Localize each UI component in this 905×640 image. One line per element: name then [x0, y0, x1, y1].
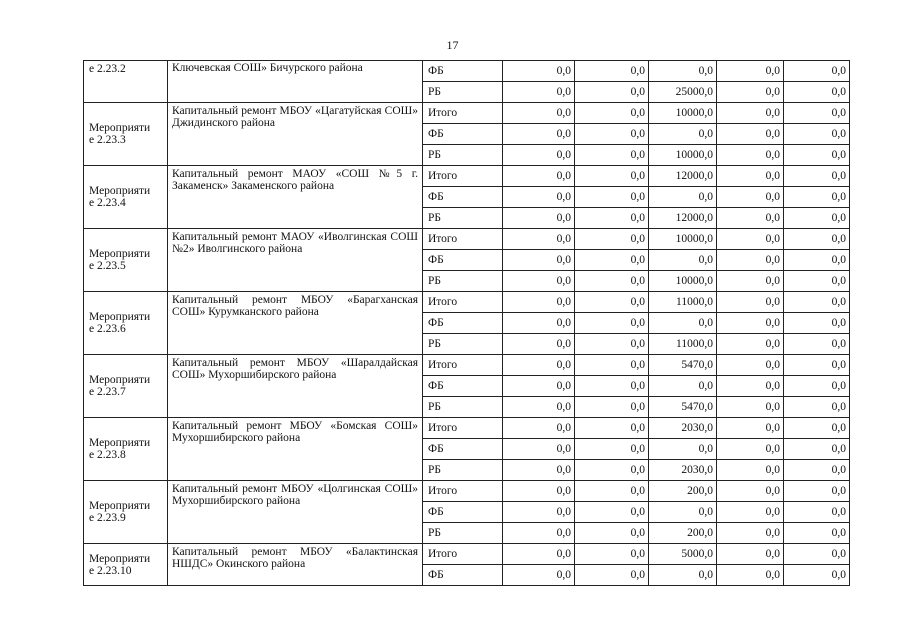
amount-cell: 0,0 [649, 502, 717, 523]
measure-description-cell: Капитальный ремонт МБОУ «Бомская СОШ» Мухоршибирского района [168, 418, 423, 481]
amount-cell: 0,0 [575, 250, 649, 271]
amount-cell: 0,0 [784, 418, 850, 439]
funding-source-cell: ФБ [423, 313, 503, 334]
table-row [84, 544, 850, 565]
amount-cell: 0,0 [717, 124, 784, 145]
table-row [84, 103, 850, 124]
amount-cell: 0,0 [717, 460, 784, 481]
amount-cell: 0,0 [503, 61, 575, 82]
amount-cell: 0,0 [503, 187, 575, 208]
funding-source-cell: РБ [423, 82, 503, 103]
measure-id-cell: Мероприяти е 2.23.7 [84, 355, 168, 418]
amount-cell: 0,0 [503, 439, 575, 460]
amount-cell: 0,0 [717, 523, 784, 544]
measure-description-cell: Ключевская СОШ» Бичурского района [168, 61, 423, 103]
amount-cell: 11000,0 [649, 292, 717, 313]
funding-source-cell: Итого [423, 481, 503, 502]
table-row [84, 61, 850, 82]
amount-cell: 0,0 [784, 61, 850, 82]
amount-cell: 0,0 [649, 565, 717, 586]
amount-cell: 0,0 [575, 229, 649, 250]
measure-id-cell: Мероприяти е 2.23.9 [84, 481, 168, 544]
funding-source-cell: РБ [423, 523, 503, 544]
amount-cell: 0,0 [717, 355, 784, 376]
amount-cell: 0,0 [784, 544, 850, 565]
amount-cell: 0,0 [575, 418, 649, 439]
amount-cell: 0,0 [649, 439, 717, 460]
amount-cell: 0,0 [717, 208, 784, 229]
measure-description-cell: Капитальный ремонт МБОУ «Шаралдайская СОШ» Мухоршибирского района [168, 355, 423, 418]
amount-cell: 0,0 [717, 334, 784, 355]
amount-cell: 0,0 [503, 376, 575, 397]
funding-source-cell: РБ [423, 397, 503, 418]
amount-cell: 12000,0 [649, 166, 717, 187]
amount-cell: 0,0 [649, 187, 717, 208]
table-row [84, 418, 850, 439]
amount-cell: 0,0 [717, 502, 784, 523]
budget-table [83, 60, 850, 586]
amount-cell: 0,0 [575, 208, 649, 229]
funding-source-cell: РБ [423, 334, 503, 355]
measure-id-cell: Мероприяти е 2.23.4 [84, 166, 168, 229]
measure-id-cell: е 2.23.2 [84, 61, 168, 103]
amount-cell: 0,0 [784, 460, 850, 481]
amount-cell: 0,0 [503, 292, 575, 313]
funding-source-cell: ФБ [423, 565, 503, 586]
funding-source-cell: Итого [423, 103, 503, 124]
amount-cell: 200,0 [649, 481, 717, 502]
funding-source-cell: Итого [423, 292, 503, 313]
amount-cell: 2030,0 [649, 460, 717, 481]
funding-source-cell: Итого [423, 418, 503, 439]
amount-cell: 25000,0 [649, 82, 717, 103]
amount-cell: 0,0 [575, 103, 649, 124]
amount-cell: 0,0 [649, 313, 717, 334]
amount-cell: 0,0 [503, 397, 575, 418]
amount-cell: 0,0 [503, 250, 575, 271]
funding-source-cell: РБ [423, 460, 503, 481]
amount-cell: 0,0 [649, 250, 717, 271]
amount-cell: 0,0 [784, 523, 850, 544]
amount-cell: 0,0 [503, 313, 575, 334]
measure-description-cell: Капитальный ремонт МАОУ «СОШ №5 г. Закаменск» Закаменского района [168, 166, 423, 229]
table-row [84, 355, 850, 376]
table-row [84, 229, 850, 250]
amount-cell: 0,0 [503, 565, 575, 586]
amount-cell: 0,0 [784, 397, 850, 418]
amount-cell: 0,0 [575, 271, 649, 292]
amount-cell: 0,0 [503, 418, 575, 439]
amount-cell: 0,0 [717, 565, 784, 586]
amount-cell: 10000,0 [649, 103, 717, 124]
amount-cell: 5470,0 [649, 355, 717, 376]
funding-source-cell: ФБ [423, 439, 503, 460]
table-row [84, 292, 850, 313]
funding-source-cell: ФБ [423, 124, 503, 145]
funding-source-cell: ФБ [423, 376, 503, 397]
amount-cell: 0,0 [717, 292, 784, 313]
amount-cell: 0,0 [503, 271, 575, 292]
amount-cell: 10000,0 [649, 229, 717, 250]
amount-cell: 5000,0 [649, 544, 717, 565]
funding-source-cell: ФБ [423, 502, 503, 523]
amount-cell: 0,0 [784, 166, 850, 187]
amount-cell: 0,0 [784, 145, 850, 166]
funding-source-cell: Итого [423, 355, 503, 376]
measure-description-cell: Капитальный ремонт МАОУ «Иволгинская СОШ №2» Иволгинского района [168, 229, 423, 292]
amount-cell: 0,0 [717, 61, 784, 82]
amount-cell: 0,0 [784, 187, 850, 208]
amount-cell: 11000,0 [649, 334, 717, 355]
amount-cell: 0,0 [717, 439, 784, 460]
amount-cell: 0,0 [784, 481, 850, 502]
table-row [84, 481, 850, 502]
amount-cell: 0,0 [575, 460, 649, 481]
amount-cell: 0,0 [784, 376, 850, 397]
amount-cell: 0,0 [784, 439, 850, 460]
amount-cell: 0,0 [784, 82, 850, 103]
amount-cell: 0,0 [784, 355, 850, 376]
amount-cell: 0,0 [784, 250, 850, 271]
amount-cell: 0,0 [575, 82, 649, 103]
table-body [84, 61, 850, 586]
funding-source-cell: ФБ [423, 187, 503, 208]
amount-cell: 0,0 [503, 502, 575, 523]
amount-cell: 0,0 [503, 145, 575, 166]
amount-cell: 0,0 [575, 61, 649, 82]
amount-cell: 0,0 [575, 187, 649, 208]
amount-cell: 0,0 [575, 124, 649, 145]
amount-cell: 0,0 [784, 292, 850, 313]
amount-cell: 0,0 [503, 208, 575, 229]
amount-cell: 0,0 [717, 82, 784, 103]
amount-cell: 0,0 [784, 229, 850, 250]
amount-cell: 0,0 [717, 481, 784, 502]
amount-cell: 0,0 [575, 523, 649, 544]
measure-description-cell: Капитальный ремонт МБОУ «Барагханская СОШ» Курумканского района [168, 292, 423, 355]
measure-id-cell: Мероприяти е 2.23.8 [84, 418, 168, 481]
amount-cell: 0,0 [649, 376, 717, 397]
amount-cell: 0,0 [503, 166, 575, 187]
amount-cell: 0,0 [503, 355, 575, 376]
measure-id-cell: Мероприяти е 2.23.3 [84, 103, 168, 166]
funding-source-cell: ФБ [423, 250, 503, 271]
measure-description-cell: Капитальный ремонт МБОУ «Цагатуйская СОШ» Джидинского района [168, 103, 423, 166]
page-number: 17 [446, 38, 459, 52]
amount-cell: 0,0 [717, 397, 784, 418]
amount-cell: 0,0 [784, 313, 850, 334]
amount-cell: 12000,0 [649, 208, 717, 229]
measure-id-cell: Мероприяти е 2.23.5 [84, 229, 168, 292]
funding-source-cell: Итого [423, 166, 503, 187]
table-row [84, 166, 850, 187]
amount-cell: 0,0 [717, 544, 784, 565]
amount-cell: 200,0 [649, 523, 717, 544]
funding-source-cell: РБ [423, 271, 503, 292]
amount-cell: 0,0 [717, 187, 784, 208]
amount-cell: 0,0 [717, 229, 784, 250]
amount-cell: 2030,0 [649, 418, 717, 439]
amount-cell: 0,0 [503, 544, 575, 565]
amount-cell: 0,0 [503, 334, 575, 355]
amount-cell: 0,0 [575, 565, 649, 586]
amount-cell: 0,0 [717, 103, 784, 124]
amount-cell: 0,0 [503, 481, 575, 502]
amount-cell: 0,0 [575, 355, 649, 376]
amount-cell: 0,0 [784, 502, 850, 523]
amount-cell: 10000,0 [649, 145, 717, 166]
amount-cell: 0,0 [784, 103, 850, 124]
amount-cell: 0,0 [575, 292, 649, 313]
measure-id-cell: Мероприяти е 2.23.6 [84, 292, 168, 355]
amount-cell: 0,0 [717, 250, 784, 271]
amount-cell: 0,0 [717, 376, 784, 397]
funding-source-cell: РБ [423, 145, 503, 166]
amount-cell: 0,0 [717, 145, 784, 166]
amount-cell: 0,0 [717, 271, 784, 292]
amount-cell: 0,0 [784, 208, 850, 229]
measure-id-cell: Мероприяти е 2.23.10 [84, 544, 168, 586]
amount-cell: 0,0 [575, 334, 649, 355]
amount-cell: 0,0 [575, 376, 649, 397]
amount-cell: 0,0 [575, 166, 649, 187]
funding-source-cell: Итого [423, 229, 503, 250]
amount-cell: 0,0 [575, 544, 649, 565]
amount-cell: 0,0 [784, 565, 850, 586]
amount-cell: 0,0 [784, 271, 850, 292]
amount-cell: 0,0 [503, 82, 575, 103]
amount-cell: 0,0 [575, 145, 649, 166]
amount-cell: 0,0 [575, 313, 649, 334]
funding-source-cell: ФБ [423, 61, 503, 82]
amount-cell: 0,0 [717, 313, 784, 334]
amount-cell: 0,0 [503, 523, 575, 544]
amount-cell: 0,0 [575, 502, 649, 523]
amount-cell: 0,0 [575, 439, 649, 460]
amount-cell: 0,0 [575, 481, 649, 502]
amount-cell: 0,0 [503, 229, 575, 250]
amount-cell: 10000,0 [649, 271, 717, 292]
amount-cell: 0,0 [575, 397, 649, 418]
funding-source-cell: Итого [423, 544, 503, 565]
amount-cell: 0,0 [717, 166, 784, 187]
amount-cell: 0,0 [503, 460, 575, 481]
amount-cell: 0,0 [717, 418, 784, 439]
funding-source-cell: РБ [423, 208, 503, 229]
amount-cell: 0,0 [784, 334, 850, 355]
amount-cell: 0,0 [503, 103, 575, 124]
amount-cell: 5470,0 [649, 397, 717, 418]
amount-cell: 0,0 [503, 124, 575, 145]
amount-cell: 0,0 [649, 124, 717, 145]
measure-description-cell: Капитальный ремонт МБОУ «Цолгинская СОШ» Мухоршибирского района [168, 481, 423, 544]
amount-cell: 0,0 [784, 124, 850, 145]
amount-cell: 0,0 [649, 61, 717, 82]
measure-description-cell: Капитальный ремонт МБОУ «Балактинская НШДС» Окинского района [168, 544, 423, 586]
